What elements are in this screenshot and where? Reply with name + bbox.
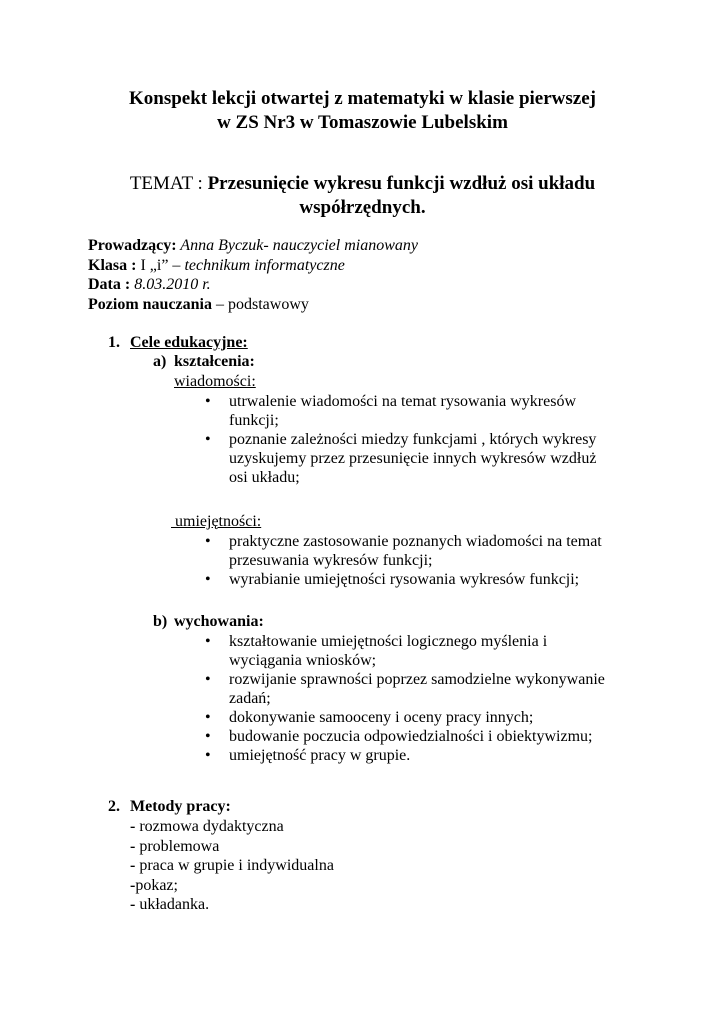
method-text: pokaz; (135, 876, 178, 894)
topic-label: TEMAT : (129, 173, 208, 194)
teacher-label: Prowadzący: (88, 237, 177, 254)
method-text: rozmowa dydaktyczna (139, 818, 284, 835)
knowledge-list (205, 392, 609, 487)
class-type: technikum informatyczne (184, 256, 345, 274)
method-text: układanka. (139, 896, 210, 913)
date-label: Data : (88, 276, 131, 293)
dash-marker: - (130, 857, 140, 874)
level-label: Poziom nauczania (88, 295, 212, 313)
list-item: • utrwalenie wiadomości na temat rysowania wykresów funkcji; (205, 392, 609, 430)
section-1-heading: Cele edukacyjne: (130, 334, 248, 351)
topic-line-2: współrzędnych. (299, 197, 426, 218)
list-item (130, 876, 334, 896)
skills-list (205, 532, 649, 589)
title-line-2: w ZS Nr3 w Tomaszowie Lubelskim (217, 112, 508, 133)
section-1-number: 1. (108, 334, 120, 351)
skills-label-text: umiejętności: (175, 513, 262, 530)
upbringing-list (205, 632, 669, 765)
section-1a-heading: kształcenia: (174, 353, 255, 370)
dash-marker: - (130, 818, 140, 835)
knowledge-label: wiadomości: (174, 373, 256, 390)
topic-line-1: Przesunięcie wykresu funkcji wzdłuż osi układu (207, 173, 596, 194)
level-value: – podstawowy (212, 295, 309, 313)
list-item: • poznanie zależności miedzy funkcjami , których wykresy uzyskujemy przez przesunięcie innych wykresów wzdłuż osi układu; (205, 430, 609, 487)
dash-marker: - (130, 876, 136, 894)
list-item: • praktyczne zastosowanie poznanych wiadomości na temat przesuwania wykresów funkcji; (205, 532, 649, 570)
methods-list (130, 817, 334, 915)
lesson-meta (88, 236, 418, 314)
meta-class (88, 256, 418, 276)
list-item (130, 837, 334, 857)
dash-marker: - (130, 896, 140, 913)
section-2-number: 2. (108, 798, 120, 815)
meta-teacher (88, 236, 418, 256)
list-item (130, 895, 334, 915)
date-value: 8.03.2010 r. (130, 276, 211, 293)
meta-date (88, 275, 418, 295)
list-item: • umiejętność pracy w grupie. (205, 746, 669, 765)
teacher-value: Anna Byczuk- nauczyciel mianowany (176, 237, 418, 254)
class-label: Klasa : (88, 256, 137, 274)
list-item: • budowanie poczucia odpowiedzialności i obiektywizmu; (205, 727, 669, 746)
skills-label (171, 512, 261, 531)
meta-level (88, 295, 418, 315)
list-item (130, 817, 334, 837)
section-1b-marker: b) (153, 613, 168, 630)
method-text: praca w grupie i indywidualna (139, 857, 334, 874)
lesson-topic (0, 172, 725, 220)
document-title (0, 87, 725, 135)
dash-marker: - (130, 837, 140, 855)
section-1b-heading: wychowania: (174, 613, 264, 630)
list-item: • rozwijanie sprawności poprzez samodzielne wykonywanie zadań; (205, 670, 649, 708)
list-item: • dokonywanie samooceny i oceny pracy innych; (205, 708, 669, 727)
class-value: I „i” – (136, 256, 185, 274)
list-item (130, 856, 334, 876)
title-line-1: Konspekt lekcji otwartej z matematyki w klasie pierwszej (129, 88, 596, 109)
section-1a-marker: a) (153, 353, 167, 370)
list-item: • kształtowanie umiejętności logicznego myślenia i wyciągania wniosków; (205, 632, 599, 670)
method-text: problemowa (139, 837, 220, 855)
section-2-heading: Metody pracy: (130, 798, 231, 815)
list-item: • wyrabianie umiejętności rysowania wykresów funkcji; (205, 570, 649, 589)
